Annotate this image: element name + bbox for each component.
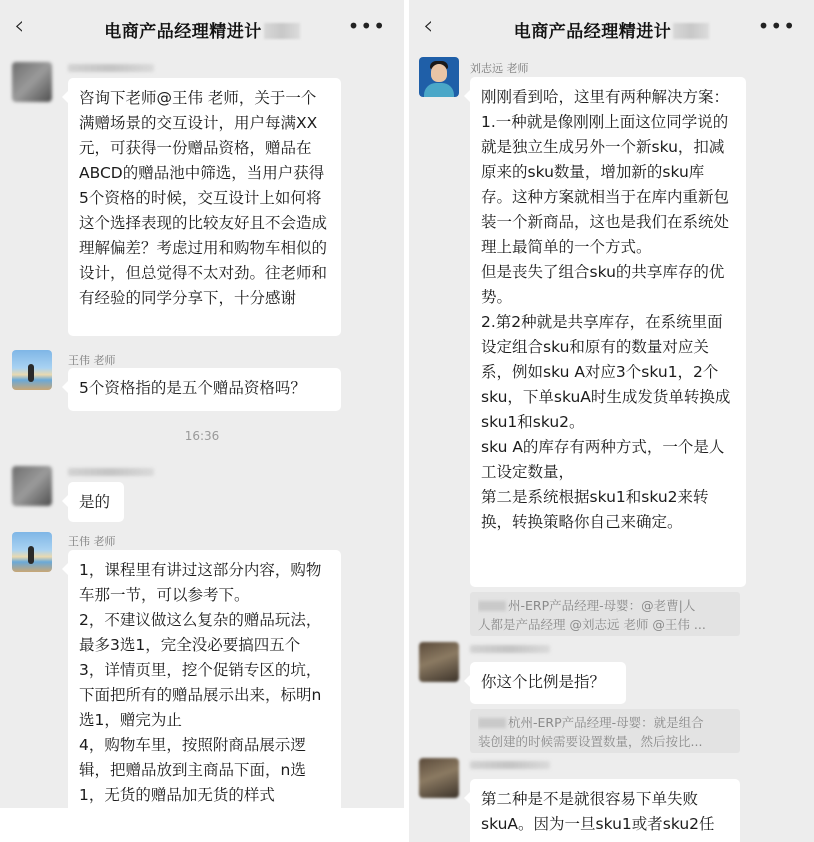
more-icon[interactable]: ••• xyxy=(757,14,796,38)
message-bubble[interactable]: 咨询下老师@王伟 老师，关于一个满赠场景的交互设计，用户每满XX元，可获得一份赠品资格，赠品在ABCD的赠品池中筛选，当用户获得5个资格的时候，交互设计上如何将这个选择表现的比较友好且不会造成理解偏差？考虑过用和购物车相似的设计，但总觉得不太对劲。往老师和有经验的同学分享下，十分感谢 xyxy=(68,78,341,336)
chat-header xyxy=(409,0,814,58)
avatar[interactable] xyxy=(419,758,459,798)
message-bubble[interactable]: 是的 xyxy=(68,482,124,522)
message-bubble[interactable]: 你这个比例是指？ xyxy=(470,662,626,704)
chat-header xyxy=(0,0,404,58)
message-bubble[interactable]: 1，课程里有讲过这部分内容，购物车那一节，可以参考下。 2，不建议做这么复杂的赠品玩法，最多3选1，完全没必要搞四五个 3，详情页里，挖个促销专区的坑，下面把所有的赠品展示出来，标明n选1，赠完为止 4，购物车里，按照附商品展示逻辑，把赠品放到主商品下面，n选1，无货的赠品加无货的样式 xyxy=(68,550,341,808)
message-bubble[interactable]: 5个资格指的是五个赠品资格吗？ xyxy=(68,368,341,411)
avatar[interactable] xyxy=(419,57,459,97)
avatar[interactable] xyxy=(419,642,459,682)
quoted-message[interactable]: 州-ERP产品经理-母婴：@老曹|人 人都是产品经理 @刘志远 老师 @王伟 ... xyxy=(470,592,740,636)
avatar[interactable] xyxy=(12,532,52,572)
sender-name xyxy=(470,645,550,653)
avatar[interactable] xyxy=(12,466,52,506)
chat-title: 电商产品经理精进计 xyxy=(104,17,300,42)
avatar[interactable] xyxy=(12,62,52,102)
chevron-left-icon[interactable]: ‹ xyxy=(423,11,434,41)
message-bubble[interactable]: 刚刚看到哈，这里有两种解决方案： 1.一种就是像刚刚上面这位同学说的就是独立生成另外一个新sku，扣减原来的sku数量，增加新的sku库存。这种方案就相当于在库内重新包装一个新商品，这也是我们在系统处理上最简单的一个方式。 但是丧失了组合sku的共享库存的优势。 2.第2种就是共享库存，在系统里面设定组合sku和原有的数量对应关系，例如sku A对应3个sku1，2个sku，下单skuA时生成发货单转换成sku1和sku2。 sku A的库存有两种方式，一个是人工设定数量， 第二是系统根据sku1和sku2来转换，转换策略你自己来确定。 xyxy=(470,77,746,587)
more-icon[interactable]: ••• xyxy=(347,14,386,38)
chat-title: 电商产品经理精进计 xyxy=(514,17,710,42)
chevron-left-icon[interactable]: ‹ xyxy=(14,11,25,41)
avatar[interactable] xyxy=(12,350,52,390)
sender-name: 王伟 老师 xyxy=(68,535,116,548)
chat-window-right xyxy=(409,0,814,842)
chat-window-left xyxy=(0,0,404,808)
sender-name xyxy=(68,468,154,476)
timestamp: 16:36 xyxy=(184,429,220,443)
quoted-message[interactable]: 杭州-ERP产品经理-母婴：就是组合 装创建的时候需要设置数量，然后按比... xyxy=(470,709,740,753)
message-bubble[interactable]: 第二种是不是就很容易下单失败skuA。因为一旦sku1或者sku2任 xyxy=(470,779,740,842)
sender-name xyxy=(68,64,154,72)
sender-name: 王伟 老师 xyxy=(68,354,116,367)
sender-name: 刘志远 老师 xyxy=(470,62,529,75)
sender-name xyxy=(470,761,550,769)
